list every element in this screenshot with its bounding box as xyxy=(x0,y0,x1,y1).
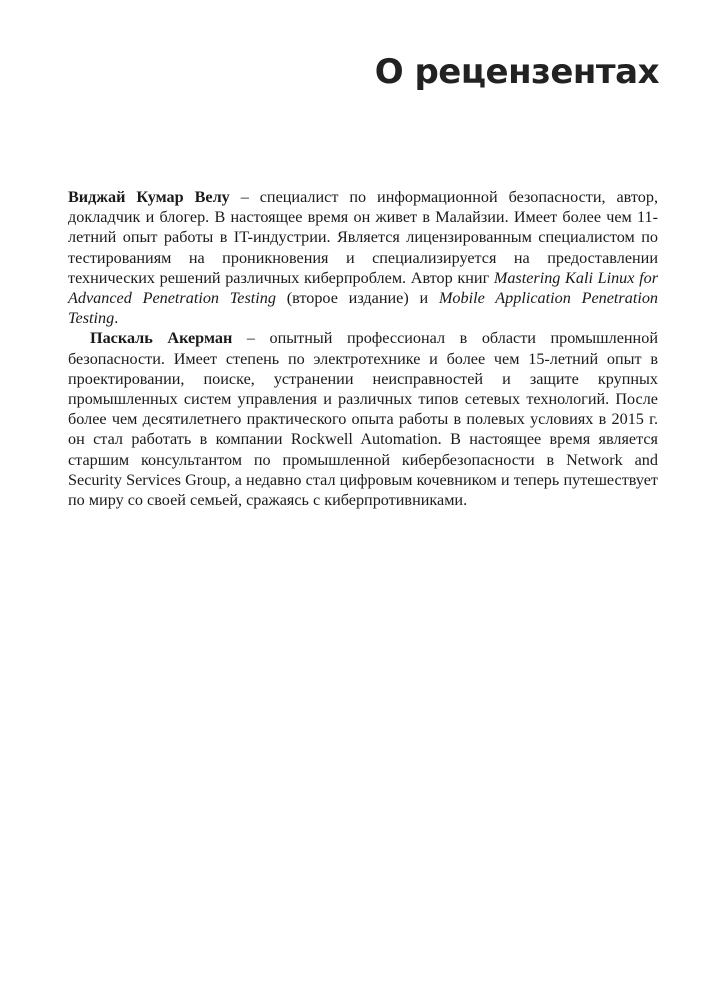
reviewer-paragraph-velu xyxy=(68,187,658,328)
reviewer-name: Паскаль Акерман xyxy=(90,329,233,348)
reviewer-bio-text: (второе издание) и xyxy=(275,289,439,308)
page-title: О рецензентах xyxy=(374,52,659,92)
reviewer-bio-text: – опытный профессионал в области промышленной безопасности. Имеет степень по электротехнике и более чем 15-летний опыт в проектировании, поиске, устранении неисправностей и защите крупных промышленных систем управления и различных типов сетевых технологий. После более чем десятилетнего практического опыта работы в полевых условиях в 2015 г. он стал работать в компании Rockwell Automation. В настоящее время является старшим консультантом по промышленной кибербезопасности в Network and Security Services Group, а недавно стал цифровым кочевником и теперь путешествует по миру со своей семьей, сражаясь с киберпротивниками. xyxy=(68,329,658,510)
reviewer-bio-text: . xyxy=(114,309,119,328)
reviewer-bio-text: – специалист по информационной безопасности, автор, докладчик и блогер. В настоящее время он живет в Малайзии. Имеет более чем 11-летний опыт работы в IT-индустрии. Является лицензированным специалистом по тестированиям на проникновения и специализируется на предоставлении технических решений различных киберпроблем. Автор книг xyxy=(68,188,659,287)
reviewer-name: Виджай Кумар Велу xyxy=(68,188,230,206)
book-title: Mastering Kali Linux for Advanced Penetration Testing xyxy=(68,268,658,308)
reviewers-section xyxy=(68,187,658,510)
book-title: Mobile Application Penetration Testing xyxy=(68,289,659,328)
reviewer-paragraph-ackerman xyxy=(68,328,658,510)
